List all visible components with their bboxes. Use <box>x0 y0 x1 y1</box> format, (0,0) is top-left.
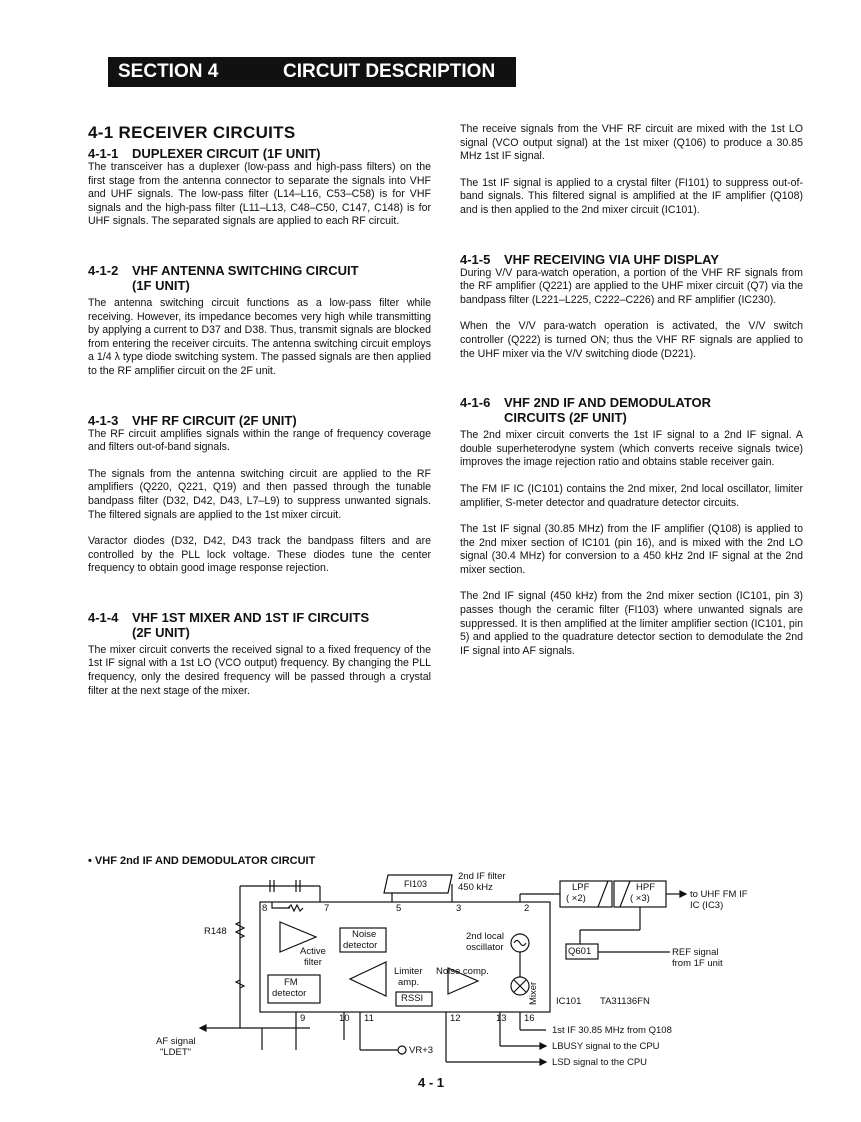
limiter-label-2: amp. <box>398 977 420 988</box>
paragraph: The signals from the antenna switching circuit are applied to the RF amplifiers (Q220, Q221, Q19) and then passed through the tunable bandpass filter (D32, D42, D43, L7–L9) to suppress unwanted signals. The filtered signals are applied to the 1st mixer circuit. <box>88 467 431 521</box>
pin8-resistor <box>288 905 303 911</box>
lsd-label: LSD signal to the CPU <box>552 1057 648 1068</box>
af-signal-label-2: "LDET" <box>160 1047 192 1058</box>
vr-label: VR+3 <box>409 1045 434 1056</box>
paragraph: When the V/V para-watch operation is activated, the V/V switch controller (Q222) is turned ON; thus the VHF RF signals are applied to the UHF mixer via the V/V switching diode (D221). <box>460 320 803 360</box>
active-filter-label: Active <box>300 946 326 957</box>
ref-label: REF signal <box>672 947 719 958</box>
heading-number: 4-1-6 <box>460 395 491 411</box>
paragraph: Varactor diodes (D32, D42, D43 track the bandpass filters and are controlled by the PLL lock voltage. These diodes tune the center frequency to obtain good image response rejection. <box>88 535 431 575</box>
af-arrow-head <box>200 1025 206 1031</box>
mixer-label: Mixer <box>528 981 539 1005</box>
lsd-arrow-head <box>540 1059 546 1065</box>
fm-detector-label: FM <box>284 977 298 988</box>
pin-5: 5 <box>396 903 402 914</box>
noise-detector-label-2: detector <box>343 940 378 951</box>
hpf-multiplier: ( ×3) <box>630 893 650 904</box>
paragraph: The 1st IF signal (30.85 MHz) from the IF amplifier (Q108) is applied to the 2nd mixer section of IC101 (pin 16), and is mixed with the 2nd LO signal (30.4 MHz) for conversion to a 450 kHz 2nd IF signal at the 2nd mixer section. <box>460 523 803 576</box>
heading-text: VHF ANTENNA SWITCHING CIRCUIT <box>132 262 359 278</box>
pin-7: 7 <box>324 903 330 914</box>
pin-11: 11 <box>364 1013 374 1024</box>
heading-text: VHF RF CIRCUIT (2F UNIT) <box>132 412 297 428</box>
to-uhf-label-2: IC (IC3) <box>690 900 724 911</box>
section-number: SECTION 4 <box>118 61 219 82</box>
paragraph: The FM IF IC (IC101) contains the 2nd mixer, 2nd local oscillator, limiter amplifier, S-meter detector and quadrature detector circuits. <box>460 482 803 509</box>
heading-text: VHF 1ST MIXER AND 1ST IF CIRCUITS <box>132 609 370 625</box>
hpf-label: HPF <box>636 882 655 893</box>
heading-number: 4-1-1 <box>88 146 119 161</box>
active-filter-label-2: filter <box>304 957 322 968</box>
paragraph: During V/V para-watch operation, a portion of the VHF RF signals from the RF amplifier (Q221) are applied to the UHF mixer circuit (Q7) via the bandpass filter (L221–L225, C222–C226) and RF amplifier (IC230). <box>460 266 803 306</box>
lpf-label: LPF <box>572 882 590 893</box>
vr-terminal <box>398 1046 406 1054</box>
noise-comp-label: Noise comp. <box>436 966 489 977</box>
pin-3: 3 <box>456 903 462 914</box>
pin8-line <box>272 902 290 908</box>
if-input-label: 1st IF 30.85 MHz from Q108 <box>552 1025 672 1036</box>
fi103-label: FI103 <box>404 879 428 889</box>
ref-label-2: from 1F unit <box>672 958 723 969</box>
paragraph: The 2nd IF signal (450 kHz) from the 2nd mixer section (IC101, pin 3) passes though the ceramic filter (FI103) where unwanted signals are suppressed. It is then amplified at the limiter amplifier section (IC101, pin 5) and applied to the quadrature detector section to demodulate the 2nd IF signal into AF signals. <box>460 590 803 657</box>
heading-text: DUPLEXER CIRCUIT (1F UNIT) <box>132 146 321 161</box>
heading-text-cont: (2F UNIT) <box>132 624 190 640</box>
paragraph: The RF circuit amplifies signals within the range of frequency coverage and filters out-of-band signals. <box>88 427 431 454</box>
pin-13: 13 <box>496 1013 507 1024</box>
noise-detector-label: Noise <box>352 929 377 940</box>
heading-text-cont: (1F UNIT) <box>132 277 190 293</box>
receiver-heading: 4-1 RECEIVER CIRCUITS <box>88 123 296 142</box>
filter-freq: 450 kHz <box>458 882 493 893</box>
pin-10: 10 <box>339 1013 350 1024</box>
uhf-arrow-head <box>680 891 686 897</box>
lpf-multiplier: ( ×2) <box>566 893 586 904</box>
diagram-title: • VHF 2nd IF AND DEMODULATOR CIRCUIT <box>88 855 316 867</box>
af-signal-label: AF signal <box>156 1036 196 1047</box>
lbusy-arrow-head <box>540 1043 546 1049</box>
pin-9: 9 <box>300 1013 306 1024</box>
ic101-label: IC101 <box>556 996 582 1007</box>
paragraph: The antenna switching circuit functions as a low-pass filter while receiving. However, its impedance becomes very high while transmitting by applying a current to D37 and D38. Thus, transmit signals are blocked from entering the receiver circuits. The antenna switching circuit employs a 1/4 λ type diode switching system. The passed signals are then applied to the RF amplifier circuit on the 2F unit. <box>88 296 431 377</box>
heading-text: VHF RECEIVING VIA UHF DISPLAY <box>504 251 720 267</box>
heading-number: 4-1-5 <box>460 251 491 267</box>
lpf-slash <box>598 881 608 907</box>
oscillator-label: 2nd local <box>466 931 505 942</box>
hpf-slash <box>620 881 630 907</box>
pin-8: 8 <box>262 903 268 914</box>
paragraph: The mixer circuit converts the received signal to a fixed frequency of the 1st IF signal with a 1st LO (VCO output) frequency. By changing the PLL frequency, only the desired frequency will be passed through a crystal filter at the next stage of the mixer. <box>88 643 431 697</box>
pin-12: 12 <box>450 1013 461 1024</box>
heading-number: 4-1-3 <box>88 412 119 428</box>
oscillator-wave <box>514 941 526 946</box>
ic-part-label: TA31136FN <box>600 996 650 1007</box>
fm-detector-label-2: detector <box>272 988 307 999</box>
lbusy-label: LBUSY signal to the CPU <box>552 1041 660 1052</box>
to-uhf-label: to UHF FM IF <box>690 889 748 900</box>
pin-2: 2 <box>524 903 530 914</box>
r148-label: R148 <box>204 926 227 937</box>
paragraph: The transceiver has a duplexer (low-pass and high-pass filters) on the first stage from the antenna connector to separate the signals into VHF and UHF signals. The low-pass filter (L14–L16, C53–C58) is for VHF signals and the high-pass filter (L11–L13, C48–C50, C147, C148) is for UHF signals. The separated signals are applied to each RF circuit. <box>88 161 431 228</box>
limiter-label: Limiter <box>394 966 423 977</box>
paragraph: The 1st IF signal is applied to a crystal filter (FI101) to suppress out-of-band signals. This filtered signal is amplified at the IF amplifier (Q108) and is then applied to the 2nd mixer circuit (IC101). <box>460 176 803 216</box>
pin-16: 16 <box>524 1013 535 1024</box>
section-title: CIRCUIT DESCRIPTION <box>283 61 496 82</box>
paragraph: The receive signals from the VHF RF circuit are mixed with the 1st LO signal (VCO output signal) at the 1st mixer (Q106) to produce a 30.85 MHz 1st IF signal. <box>460 123 803 163</box>
rssi-label: RSSI <box>401 993 424 1004</box>
page-number: 4 - 1 <box>418 1075 445 1090</box>
filter-label: 2nd IF filter <box>458 871 506 882</box>
oscillator-label-2: oscillator <box>466 942 504 953</box>
heading-number: 4-1-2 <box>88 262 119 278</box>
q601-label: Q601 <box>568 946 592 957</box>
limiter-amp <box>350 962 386 996</box>
heading-number: 4-1-4 <box>88 609 119 625</box>
paragraph: The 2nd mixer circuit converts the 1st IF signal to a 2nd IF signal. A double superheterodyne system (which converts receive signals twice) improves the image rejection ratio and obtains stable receiver gain. <box>460 429 803 469</box>
heading-text: VHF 2ND IF AND DEMODULATOR <box>504 395 712 411</box>
heading-text-cont: CIRCUITS (2F UNIT) <box>504 410 627 426</box>
